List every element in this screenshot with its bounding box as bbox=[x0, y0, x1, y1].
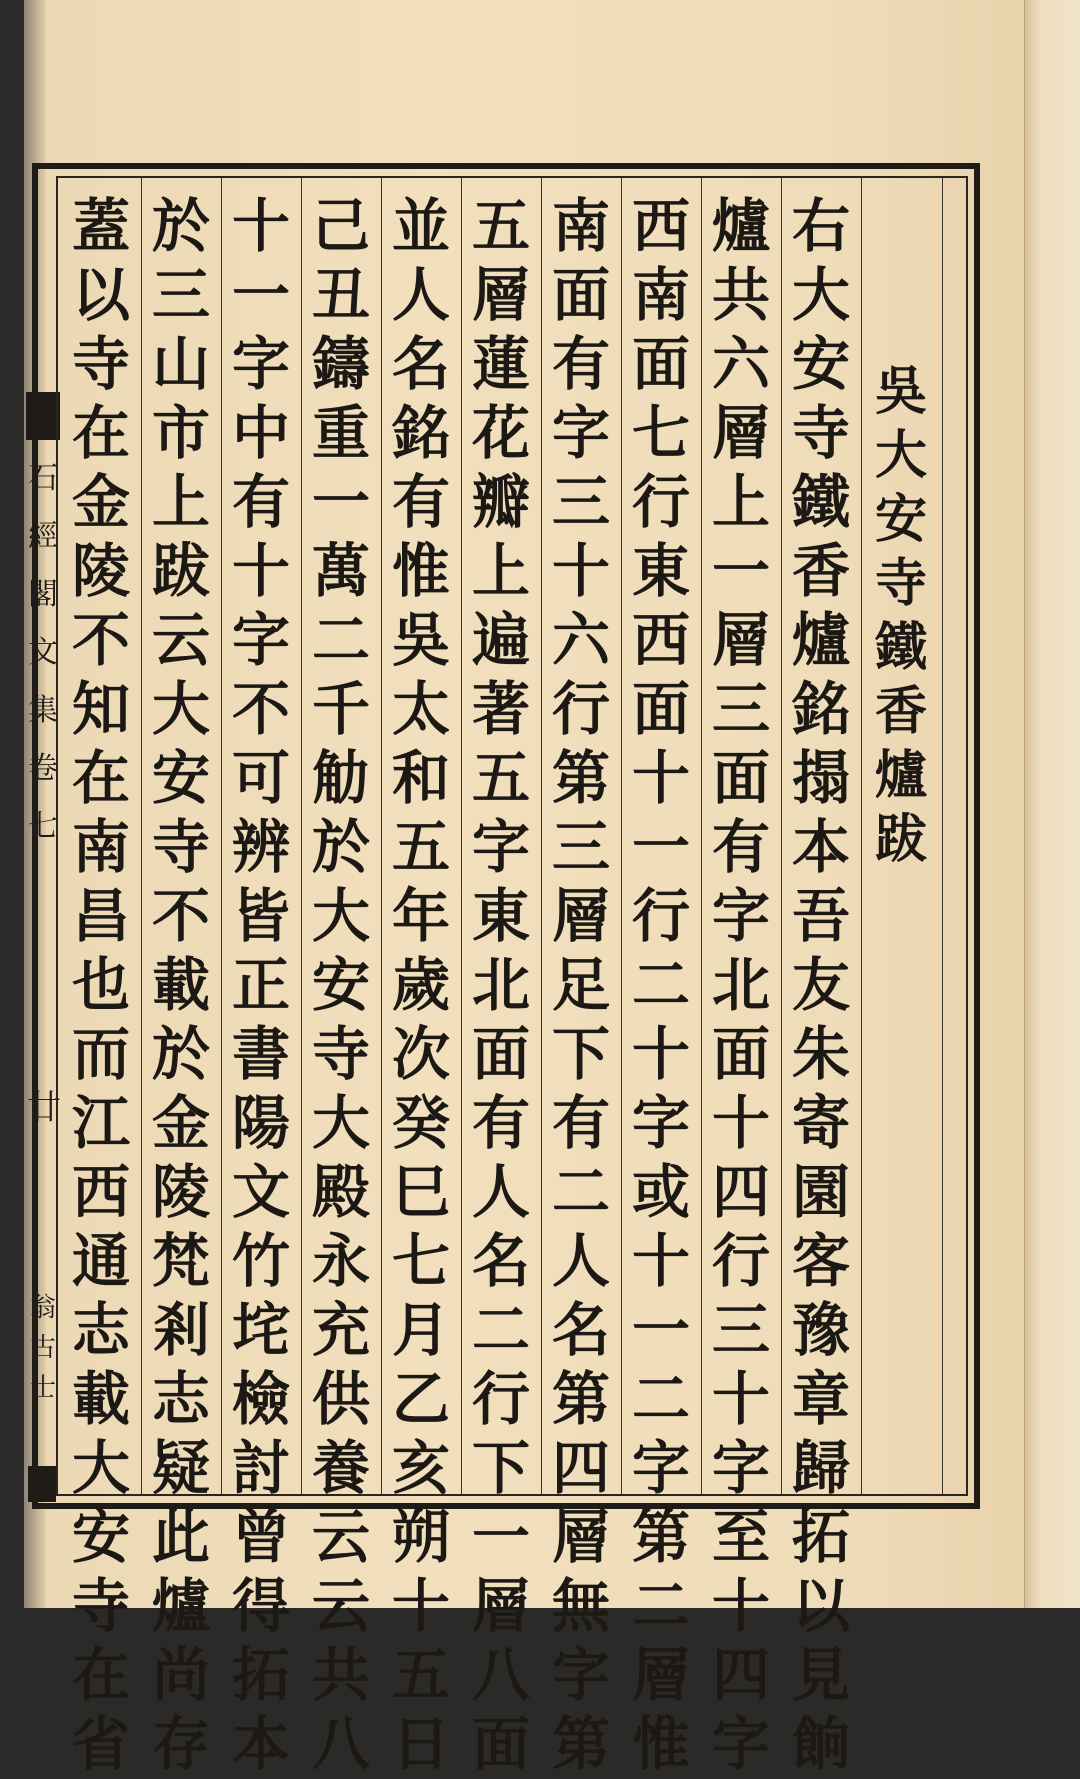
text-column: 蓋以寺在金陵不知在南昌也而江西通志載大安寺在省 bbox=[71, 192, 130, 1778]
article-title: 吳大安寺鐵香爐跋 bbox=[874, 361, 927, 870]
text-column: 爐共六層上一層三面有字北面十四行三十字至十四字 bbox=[711, 192, 770, 1778]
text-column: 己丑鑄重一萬二千觔於大安寺大殿永充供養云云共八 bbox=[311, 192, 370, 1778]
text-column: 右大安寺鐵香爐銘搨本吾友朱寄園客豫章歸拓以見餉 bbox=[791, 192, 850, 1778]
center-book-title: 石經閣文集卷七 bbox=[28, 461, 58, 844]
text-column: 五層蓮花瓣上遍著五字東北面有人名二行下一層八面 bbox=[471, 192, 530, 1778]
leaf-number: 廿 bbox=[27, 1088, 61, 1128]
column-rule bbox=[942, 178, 943, 1494]
text-column: 南面有字三十六行第三層足下有二人名第四層無字第 bbox=[551, 192, 610, 1778]
text-column: 並人名銘有惟吳太和五年歲次癸巳七月乙亥朔十五日 bbox=[391, 192, 450, 1778]
text-column: 西南面七行東西面十一行二十字或十一二字第二層惟 bbox=[631, 192, 690, 1778]
page-fold-edge bbox=[1024, 0, 1080, 1608]
text-column: 於三山市上跋云大安寺不載於金陵梵剎志疑此爐尚存 bbox=[151, 192, 210, 1778]
text-column: 十一字中有十字不可辨皆正書陽文竹垞檢討曾得拓本 bbox=[231, 192, 290, 1778]
center-bottom-label: 翁古士 bbox=[29, 1293, 56, 1403]
